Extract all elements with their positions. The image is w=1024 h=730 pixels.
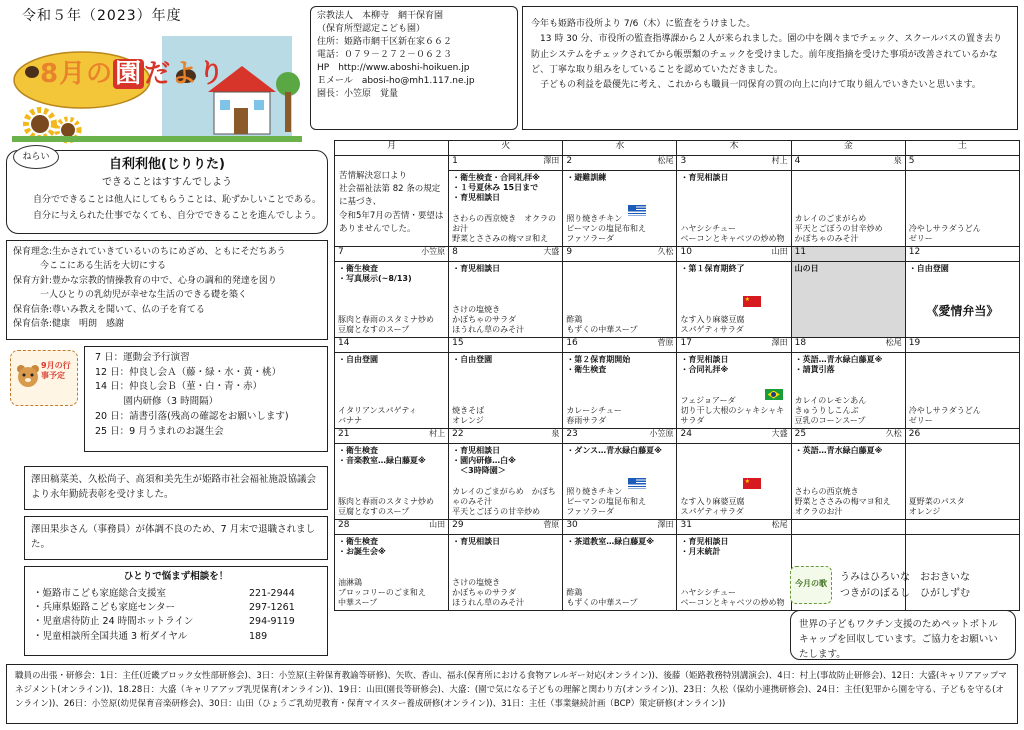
calendar-day-cell [905,156,1019,247]
day-menu: 焼きそば オレンジ [452,406,485,425]
day-number: 10 [680,247,692,257]
calendar-day-cell [905,429,1019,520]
day-teacher: 村上 [429,429,446,438]
day-header [677,520,790,535]
day-header [906,338,1019,353]
event-line: 25 日：9 月うまれのお誕生会 [95,425,224,437]
day-teacher: 澤田 [543,156,560,165]
day-events: ・育児相談日 [680,173,729,182]
school-line: 宗教法人 本柳寺 網干保育園 [317,11,444,21]
day-events: ・英語…青水緑白藤夏※ ・請貰引落 [794,355,883,374]
aim-box [6,150,328,234]
title-char: 8 [40,59,60,89]
day-number: 9 [566,247,573,257]
day-teacher: 澤田 [657,520,674,529]
day-menu: さけの塩焼き かぼちゃのサラダ ほうれん草のみそ汁 [452,578,525,607]
calendar-day-cell [449,520,563,611]
calendar-day-cell [677,429,791,520]
calendar-day-cell [677,247,791,338]
audit-notice: 今年も姫路市役所より 7/6（木）に監査をうけました。 13 時 30 分、市役所の監査指導課から２人が来られました。園の中を隅々までチェック、スクールバスの置き去り防止システムをチェックされてから帳票類のチェックを受けました。前年度指摘を受けた事項が改善されているかなど、丁寧な取り組みをしていることを認めていただきました。 子どもの利益を最優先に考え、これからも職員一同保育の質の向上に向けて取り組んでいきたいと思います。 [522,6,1018,130]
title-char: だ [144,59,172,89]
consult-tel: 189 [249,630,268,642]
day-header [449,338,562,353]
weekday-header: 土 [905,141,1019,156]
calendar-day-cell [335,520,449,611]
weekday-row [335,141,1020,156]
calendar-day-cell [905,338,1019,429]
day-events: ・育児相談日 [452,264,501,273]
day-teacher: 松尾 [771,520,788,529]
retire-box: 澤田果歩さん（事務員）が体調不良のため、7 月末で退職されました。 [24,516,328,560]
philosophy-line: 保育方針:豊かな宗教的情操教育の中で、心身の調和的発達を図り [13,275,277,286]
china-flag-icon [743,296,761,307]
day-header [563,247,676,262]
day-events: ・育児相談日 [452,537,501,546]
brazil-flag-icon [765,389,783,400]
day-header [677,429,790,444]
day-menu: イタリアンスパゲティ バナナ [338,406,417,425]
day-teacher: 菅原 [657,338,674,347]
day-header [792,338,905,353]
day-teacher: 松尾 [657,156,674,165]
weekday-header: 火 [449,141,563,156]
calendar-day-cell [677,520,791,611]
poem-line: つきがのぼるし ひがしずむ [840,588,970,599]
calendar-day-cell [677,156,791,247]
day-teacher: 菅原 [543,520,560,529]
day-menu: 照り焼きチキン ピーマンの塩昆布和え ファソラーダ [566,214,646,243]
weekday-header: 木 [677,141,791,156]
philosophy-line: 保育理念:生かされていきているいのちにめざめ、ともにそだちあう [13,247,286,257]
day-menu: フェジョアーダ 切り干し大根のシャキシャキサラダ [680,396,785,425]
day-number: 22 [452,429,464,439]
consult-tel: 294-9119 [249,616,295,628]
day-menu: 油淋鶏 ブロッコリーのごま和え 中華スープ [338,578,426,607]
title-char: 園 [115,59,143,89]
day-menu: さわらの西京焼き 野菜とささみの梅マヨ和え オクラのお汁 [794,487,891,516]
day-number: 23 [566,429,578,439]
day-events: ・茶道教室…緑白藤夏※ [566,537,655,546]
day-teacher: 大盛 [543,247,560,256]
day-number: 8 [452,247,458,257]
bear-icon [15,363,41,389]
day-header [677,247,790,262]
title-char: 月 [59,59,87,89]
consult-tel: 221-2944 [249,587,295,599]
day-number: 5 [908,156,915,166]
calendar-day-cell [791,429,905,520]
title-char: の [86,59,114,89]
day-header [677,338,790,353]
day-events: ・育児相談日 ・合同礼拝※ [680,355,729,374]
day-events: ・英語…青水緑白藤夏※ [794,446,883,455]
day-header [449,247,562,262]
philosophy-line: 今ここにある生活を大切にする [13,261,167,272]
day-menu: カレーシチュー 春雨サラダ [566,406,622,425]
day-teacher: 村上 [771,156,788,165]
school-line: Ｅメール abosi-ho@mh1.117.ne.jp [317,76,475,87]
day-header [335,338,448,353]
day-teacher: 久松 [885,429,902,438]
calendar-day-cell [335,247,449,338]
events-badge-text: 9月の行事予定 [41,361,71,380]
day-header [906,156,1019,171]
day-number: 2 [566,156,573,166]
day-number: 12 [908,247,921,257]
title-char: よ [171,59,199,89]
day-number: 4 [794,156,801,166]
complaint-text: 苦情解決窓口より 社会福祉法第 82 条の規定に基づき、 令和5年7月の苦情・要望はありませんでした。 [339,171,444,234]
day-menu: 豚肉と春雨のスタミナ炒め 豆腐となすのスープ [338,497,434,516]
day-number: 14 [338,338,350,348]
day-teacher: 久松 [657,247,674,256]
day-teacher: 小笠原 [649,429,674,438]
aim-title: 自利利他(じりりた) [109,157,225,172]
day-header [906,247,1019,262]
day-header [677,156,790,171]
calendar-day-cell [563,429,677,520]
pet-cap-box: 世界の子どもワクチン支援のためペットボトルキャップを回収しています。ご協力をお願いいたします。 [790,610,1016,660]
day-events: ・育児相談日 ・月末統計 [680,537,729,556]
year-heading: 令和５年（2023）年度 [22,8,182,24]
day-teacher: 泉 [551,429,560,438]
calendar-day-cell [449,247,563,338]
title-banner [12,32,302,144]
day-events: ・ダンス…青水緑白藤夏※ [566,446,662,455]
award-box: 澤田稿菜美、久松尚子、高須和美先生が姫路市社会福祉施設協議会より永年勤続表彰を受けました。 [24,466,328,510]
day-menu: 豚肉と春雨のスタミナ炒め 豆腐となすのスープ [338,315,434,334]
title-char: り [198,59,226,89]
day-header [563,520,676,535]
school-line: 電話：０７９－２７２－０６２３ [317,50,453,61]
event-line: 7 日：運動会予行演習 [95,352,190,363]
day-menu: なす入り麻婆豆腐 スパゲティサラダ [680,315,745,334]
day-header [335,429,448,444]
day-number: 29 [452,520,464,530]
day-menu: さわらの西京焼き オクラのお汁 野菜とささみの梅マヨ和え [452,214,556,243]
day-number: 25 [794,429,807,439]
day-menu: ハヤシシチュー ベーコンとキャベツの炒め物 [680,224,785,243]
school-line: 園長：小笠原 覚量 [317,89,399,100]
day-menu: カレイのごまがらめ かぼちゃのみそ汁 平天とごぼうの甘辛炒め [452,487,556,516]
calendar-day-cell [677,338,791,429]
aim-line: 自分でできることは他人にしてもらうことは、恥ずかしいことである。 [33,195,322,205]
event-line: 園内研修（3 時間隔） [95,396,219,408]
calendar-day-cell [791,156,905,247]
consult-row [33,615,319,629]
day-teacher: 山田 [429,520,446,529]
school-line: （保育所型認定こども園） [317,24,426,35]
consult-row [33,587,319,601]
day-events: ・第２保育期開始 ・衛生検査 [566,355,631,374]
day-teacher: 小笠原 [421,247,446,256]
calendar-day-cell [905,247,1019,338]
weekday-header: 金 [791,141,905,156]
day-events: ・第１保育期終了 [680,264,745,273]
calendar-week [335,247,1020,338]
complaint-cell [335,156,449,247]
day-number: 7 [338,247,344,257]
consult-name: ・児童虐待防止 24 時間ホットライン [33,616,194,628]
day-events: ・自由登園 [452,355,493,364]
day-number: 30 [566,520,578,530]
calendar-body [335,156,1020,611]
aim-line: 自分に与えられた仕事でなくても、自分でできることを進んでしよう。 [33,211,322,221]
weekday-header: 月 [335,141,449,156]
calendar-day-cell [335,429,449,520]
events-badge [10,350,78,406]
day-header [906,429,1019,444]
aim-subtitle: できることはすすんでしよう [101,177,233,188]
calendar-day-cell [449,156,563,247]
day-header [335,247,448,262]
day-menu: ハヤシシチュー ベーコンとキャベツの炒め物 [680,588,785,607]
event-line: 12 日：仲良し会Ａ（藤・緑・水・黄・桃） [95,366,282,378]
calendar-day-cell [335,338,449,429]
day-menu: 酢鶏 もずくの中華スープ [566,315,638,334]
calendar-day-cell [563,338,677,429]
calendar-week [335,338,1020,429]
greece-flag-icon [628,478,646,489]
consult-title: ひとりで悩まず相談を！ [123,571,229,582]
day-menu: 酢鶏 もずくの中華スープ [566,588,638,607]
events-box [84,346,328,452]
day-header [792,429,905,444]
day-number: 3 [680,156,687,166]
day-number: 19 [908,338,921,348]
day-events: ・衛生検査 ・写真展示(~8/13) [338,264,412,283]
day-events: ・避難訓練 [566,173,607,182]
day-teacher: 松尾 [885,338,902,347]
event-line: 14 日：仲良し会Ｂ（菫・白・青・赤） [95,381,263,393]
day-events: 山の日 [794,264,819,273]
day-events: ・衛生検査 ・お誕生会※ [338,537,386,556]
day-number: 17 [680,338,692,348]
day-number: 11 [794,247,807,257]
greece-flag-icon [628,205,646,216]
calendar-week [335,156,1020,247]
day-number: 21 [338,429,350,439]
consult-row [33,630,319,644]
poem-badge-text: 今月の歌 [795,579,827,588]
calendar-day-cell [563,247,677,338]
day-events: ・衛生検査 ・音楽教室…緑白藤夏※ [338,446,426,465]
day-menu: 照り焼きチキン ピーマンの塩昆布和え ファソラーダ [566,487,646,516]
day-header [792,247,905,262]
calendar-day-cell [449,338,563,429]
day-number: 28 [338,520,350,530]
day-header [563,156,676,171]
title-text [40,58,225,91]
philosophy-line: 一人ひとりの乳幼児が幸せな生活のできる礎を築く [13,290,248,301]
consult-name: ・兵庫県姫路こども家庭センター [33,602,176,614]
philosophy-line: 保育信条:尊いみ教えを聞いて、仏の子を育てる [13,304,205,315]
day-header [449,429,562,444]
day-menu: 夏野菜のパスタ オレンジ [908,497,965,516]
day-events: ・衛生検査・合同礼拝※ ・１号夏休み 15日まで ・育児相談日 [452,173,540,202]
consult-row [33,601,319,615]
day-menu: 冷やしサラダうどん ゼリー [908,406,981,425]
day-header [449,156,562,171]
day-menu: さけの塩焼き かぼちゃのサラダ ほうれん草のみそ汁 [452,305,525,334]
day-teacher: 大盛 [771,429,788,438]
staff-training-footer: 職員の出張・研修会：1日：主任(近畿ブロック女性部研修会)、3日：小笠原(主幹保育教諭等研修)、矢吹、香山、福永(保育所における食物アレルギー対応(オンライン))、後藤（姫路教務特別講演会)、4日：村上(事故防止研修会)、12日：大盛(キャリアアップマネジメント(オンライン))、18.28日：大盛（キャリアアップ乳児保育(オンライン))、19日：山田(園長等研修会)、大盛：(園で気になる子どもの理解と関わり方(オンライン))、23日：久松（保幼小連携研修会)、24日：主任(犯罪から園を守る、子どもを守る(オンライン))、26日：小笠原(幼児保育音楽研修会)、30日：山田（ひょうご乳幼児教育・保育マイスター養成研修(オンライン))、31日：主任（事業継続計画（BCP）策定研修(オンライン)) [6,664,1018,724]
special-lunch: 《愛情弁当》 [926,304,999,318]
day-events: ・自由登園 [908,264,949,273]
day-header [449,520,562,535]
consult-name: ・児童相談所全国共通 3 桁ダイヤル [33,630,188,642]
calendar-day-cell [563,520,677,611]
day-menu: なす入り麻婆豆腐 スパゲティサラダ [680,497,745,516]
consult-tel: 297-1261 [249,602,295,614]
day-teacher: 泉 [893,156,902,165]
calendar-day-cell [449,429,563,520]
aim-badge-text: ねらい [22,152,50,162]
day-menu: 冷やしサラダうどん ゼリー [908,224,981,243]
day-events: ・自由登園 [338,355,378,364]
day-number: 26 [908,429,921,439]
calendar-day-cell [563,156,677,247]
day-header [563,429,676,444]
school-line: 住所：姫路市網干区新在家６６２ [317,37,453,48]
philosophy-line: 保育信条:健康 明朗 感謝 [13,318,125,329]
poem-line: うみはひろいな おおきいな [840,572,970,583]
day-number: 18 [794,338,807,348]
day-teacher: 山田 [771,247,788,256]
poem-badge [790,566,832,604]
day-events: ・育児相談日 ・園内研修…白※ ＜3時降園＞ [452,446,516,475]
day-number: 1 [452,156,458,166]
day-number: 16 [566,338,578,348]
china-flag-icon [743,478,761,489]
consult-name: ・姫路市こども家庭総合支援室 [33,587,167,599]
weekday-header: 水 [563,141,677,156]
day-header [335,520,448,535]
day-number: 31 [680,520,692,530]
consult-box [24,566,328,656]
calendar-day-cell [791,338,905,429]
day-menu: カレイのレモンあん きゅうりしこんぶ 豆乳のコーンスープ [794,396,867,425]
school-line: HP http://www.aboshi-hoikuen.jp [317,63,470,74]
day-menu: カレイのごまがらめ 平天とごぼうの甘辛炒め かぼちゃのみそ汁 [794,214,883,243]
day-number: 24 [680,429,692,439]
day-header [563,338,676,353]
school-info-box [310,6,518,130]
day-number: 15 [452,338,464,348]
calendar-day-cell [791,247,905,338]
day-teacher: 澤田 [771,338,788,347]
philosophy-box [6,240,328,340]
calendar-table [334,140,1020,611]
day-header [792,156,905,171]
event-line: 20 日：請書引落(残高の確認をお願いします) [95,410,289,422]
calendar-week [335,429,1020,520]
